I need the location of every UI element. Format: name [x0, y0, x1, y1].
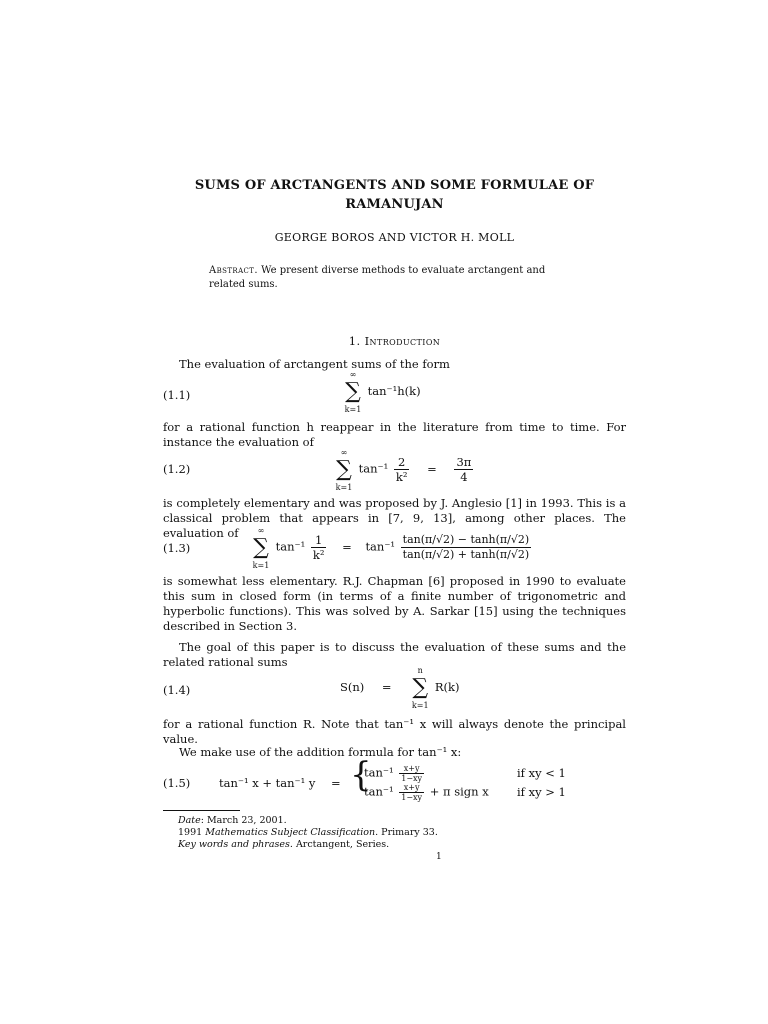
eq-1-3-rhs-op: tan⁻¹ [365, 539, 396, 554]
section-title: 1. Introduction [348, 334, 441, 348]
case-1-condition: if xy < 1 [517, 766, 566, 780]
paragraph-2: for a rational function h reappear in the literature from time to time. For instance the evaluation of [163, 420, 626, 449]
eq-1-5-cases [350, 755, 610, 804]
paper-title [163, 176, 626, 214]
footnote-date: Date: March 23, 2001. [178, 815, 287, 826]
eq-1-1-body: tan⁻¹h(k) [367, 384, 421, 398]
paragraph-5: The goal of this paper is to discuss the evaluation of these sums and the related rational sums [163, 640, 626, 669]
equals-sign: = [381, 680, 392, 694]
paragraph-1: The evaluation of arctangent sums of the form [179, 357, 450, 371]
footnote-msc: 1991 Mathematics Subject Classification. Primary 33. [178, 827, 438, 838]
paragraph-6: for a rational function R. Note that tan⁻¹ x will always denote the principal value. [163, 717, 626, 746]
equals-sign: = [331, 776, 341, 790]
eq-1-2-rhs: $\frac{3\pi}{4}$ [456, 455, 472, 484]
abstract-label: Abstract. [209, 265, 258, 276]
eq-1-4-lhs: S(n) [340, 680, 365, 694]
left-brace: { [350, 755, 372, 795]
equation-1-1 [342, 370, 421, 414]
eq-1-3-lhs: tan⁻¹ [275, 539, 306, 554]
eq-number-1-3: (1.3) [163, 541, 191, 555]
summation-symbol: n ∑ k=1 [411, 666, 429, 710]
eq-1-2-lhs: tan⁻¹ [358, 461, 389, 476]
summation-symbol: ∞ ∑ k=1 [335, 447, 353, 492]
eq-1-4-body: R(k) [434, 680, 460, 694]
equation-1-4 [340, 666, 460, 710]
case-1: tan⁻¹ $\frac{x+y}{1-xy}$ [364, 764, 423, 783]
eq-number-1-4: (1.4) [163, 683, 191, 697]
equals-sign: = [427, 461, 437, 476]
eq-1-3-rhs-fraction: $\frac{\tan(\pi/√2) - \tanh(\pi/√2)}{\tan(\pi/√2) + \tanh(\pi/√2)}$ [402, 533, 530, 561]
paragraph-7: We make use of the addition formula for tan⁻¹ x: [179, 745, 462, 759]
title-line-1: SUMS OF ARCTANGENTS AND SOME FORMULAE OF [194, 178, 595, 193]
title-line-2: RAMANUJAN [345, 197, 444, 212]
abstract [209, 264, 584, 292]
eq-1-2-fraction: $\frac{2}{\text{k²}}$ [395, 455, 408, 484]
eq-number-1-5: (1.5) [163, 776, 191, 790]
summation-symbol: ∞ ∑ k=1 [344, 370, 362, 414]
equals-sign: = [342, 539, 352, 554]
case-2-condition: if xy > 1 [517, 785, 566, 799]
authors: GEORGE BOROS AND VICTOR H. MOLL [274, 231, 515, 244]
eq-1-3-fraction: $\frac{1}{\text{k²}}$ [312, 533, 325, 562]
equation-1-2 [333, 447, 475, 492]
abstract-text: We present diverse methods to evaluate arctangent and related sums. [209, 265, 546, 290]
equation-1-3 [250, 525, 533, 570]
eq-number-1-1: (1.1) [163, 388, 191, 402]
page-number: 1 [436, 852, 442, 862]
paragraph-3: is completely elementary and was proposed by J. Anglesio [1] in 1993. This is a classical problem that appears in [7, 9, 13], among other places. The evaluation of [163, 496, 626, 540]
footnote-keywords: Key words and phrases. Arctangent, Series. [178, 839, 390, 850]
eq-number-1-2: (1.2) [163, 462, 191, 476]
summation-symbol: ∞ ∑ k=1 [252, 525, 270, 570]
eq-1-5-lhs: tan⁻¹ x + tan⁻¹ y [219, 776, 316, 790]
case-2: tan⁻¹ $\frac{x+y}{1-xy}$ + π sign x [364, 783, 489, 802]
footnote-rule [163, 810, 240, 811]
paragraph-4: is somewhat less elementary. R.J. Chapman [6] proposed in 1990 to evaluate this sum in closed form (in terms of a finite number of trigonometric and hyperbolic functions). This was solved by A. Sarkar [15] using the techniques described in Section 3. [163, 574, 626, 633]
